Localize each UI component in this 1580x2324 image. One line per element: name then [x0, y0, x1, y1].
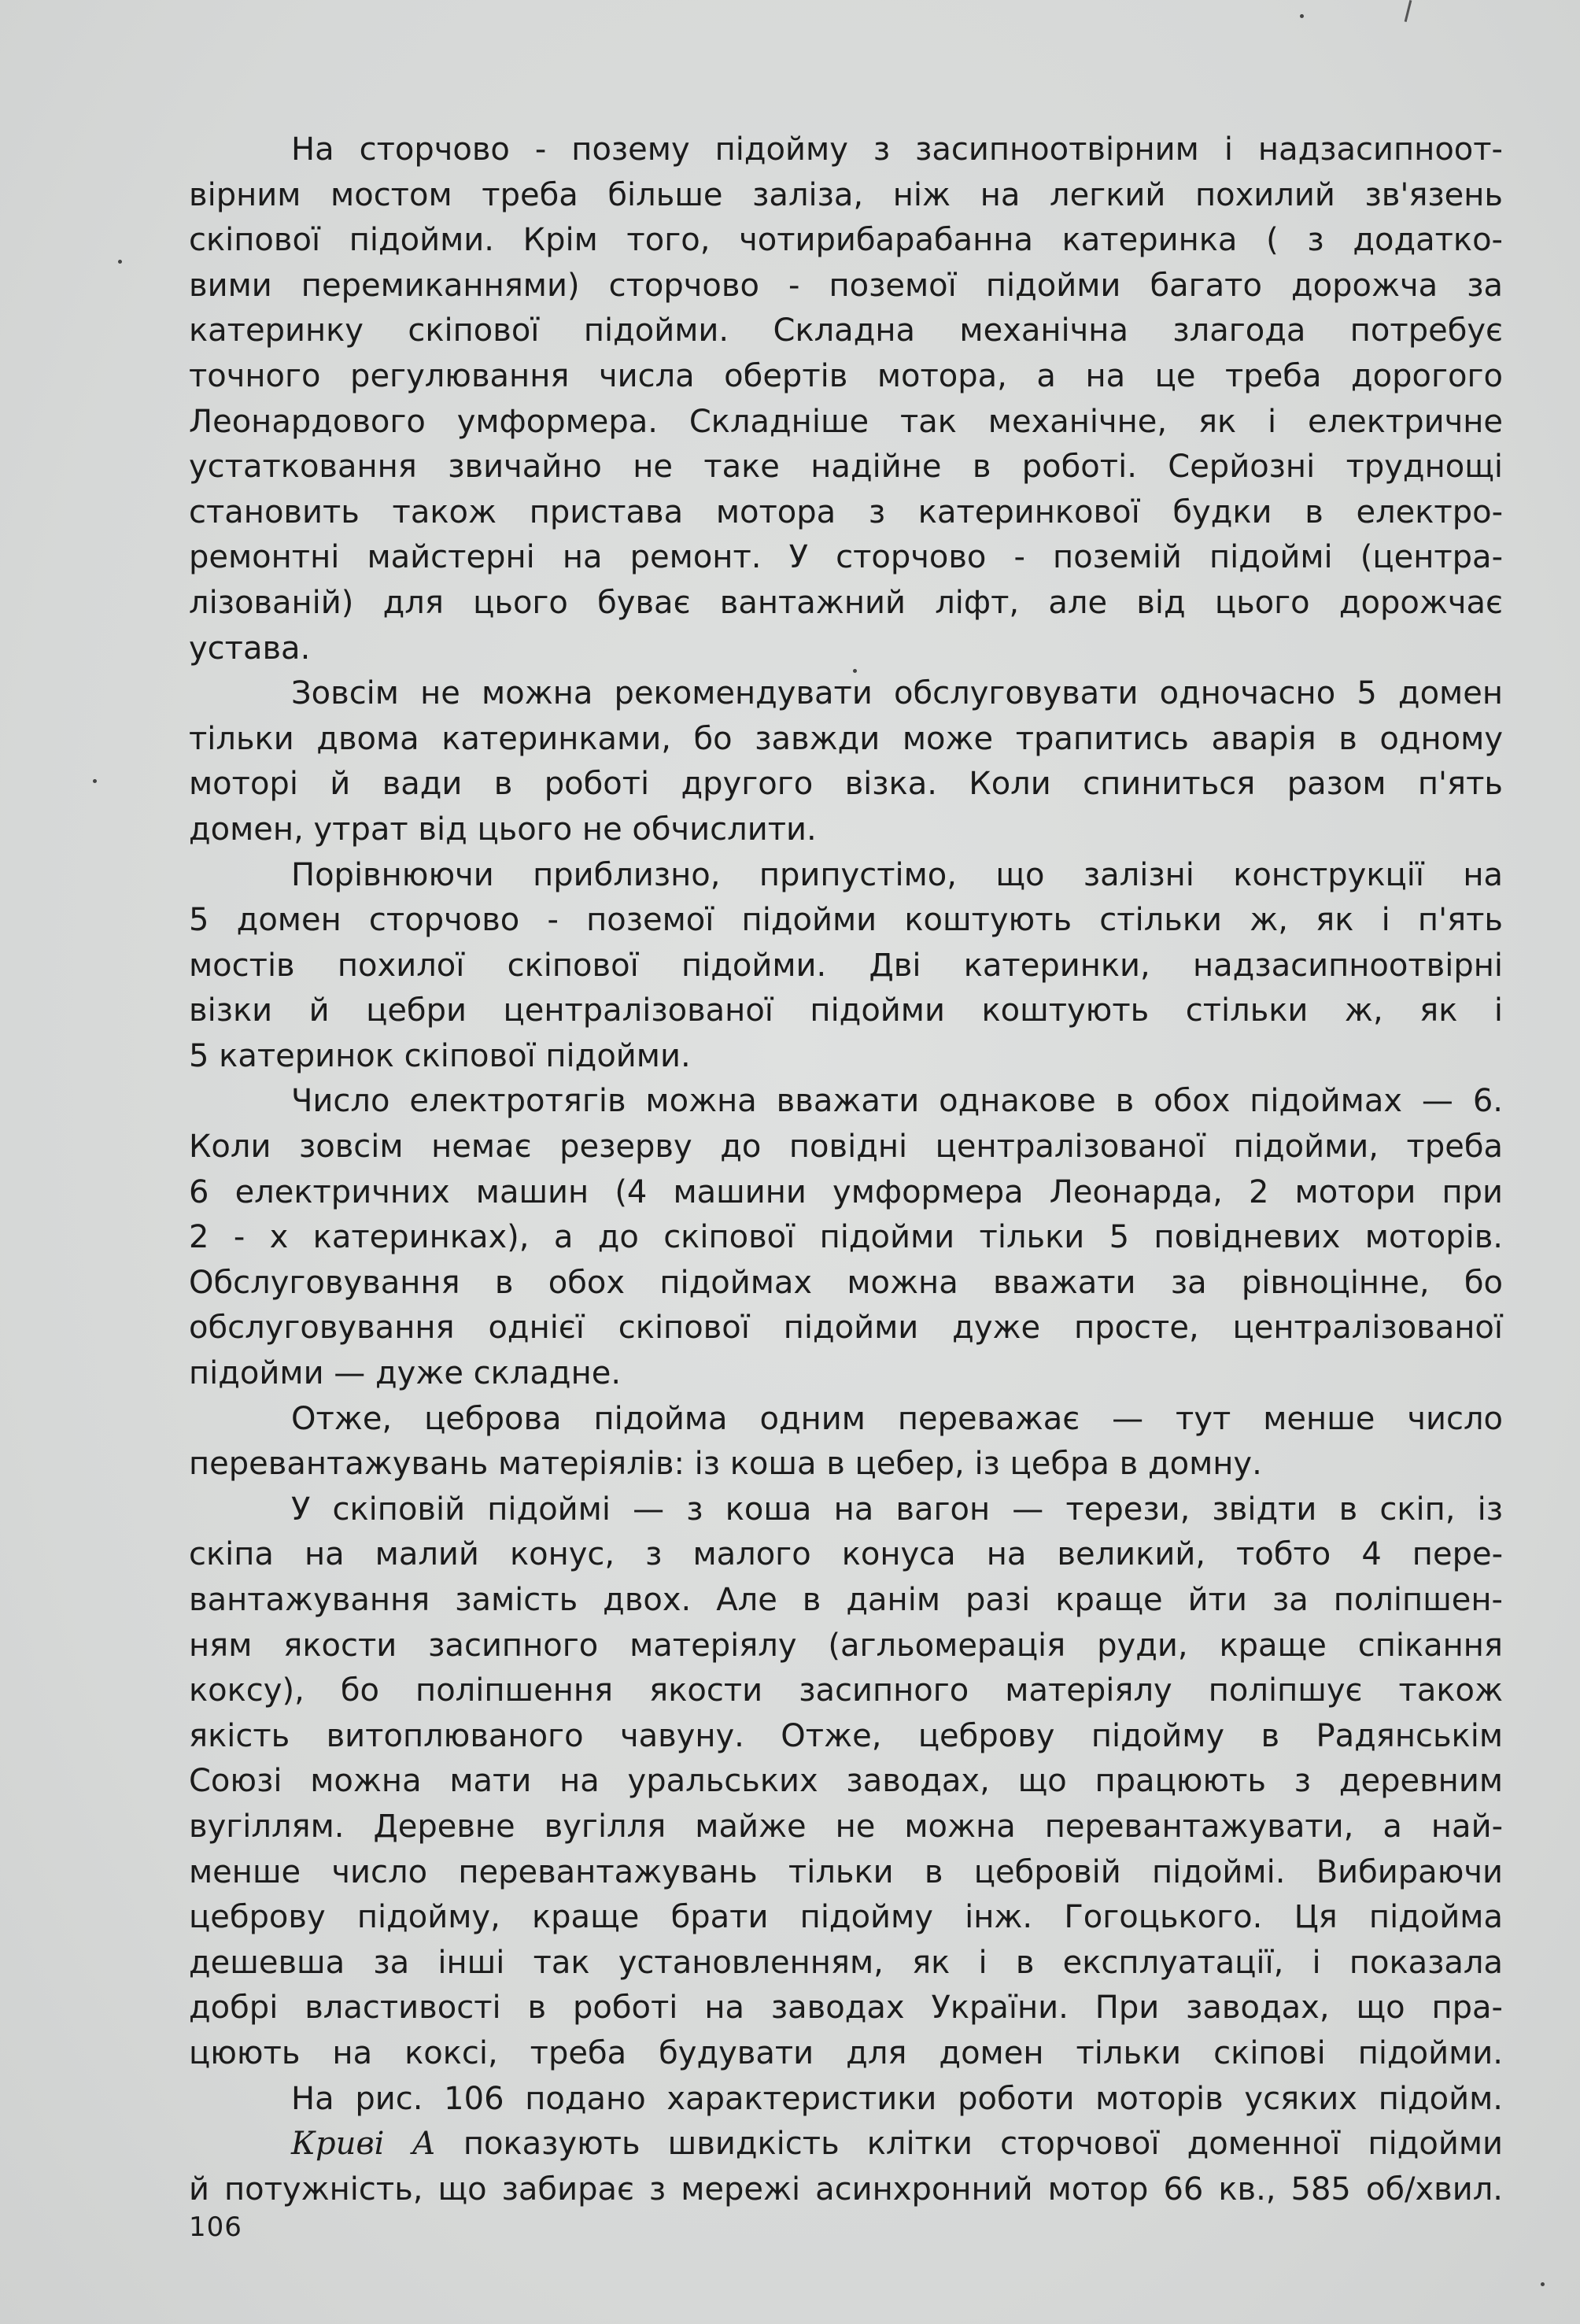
text-line: 5 катеринок скіпової підойми. [189, 1037, 691, 1074]
text-line: дешевша за інші так установленням, як і в експлуатації, і показала [189, 1944, 1503, 1981]
text-line: домен, утрат від цього не обчислити. [189, 811, 817, 848]
text-line: У скіповій підоймі — з коша на вагон — терези, звідти в скіп, із [291, 1491, 1503, 1528]
text-line: менше число перевантажувань тільки в цебровій підоймі. Вибираючи [189, 1853, 1503, 1890]
text-line: Число електротягів можна вважати однакове в обох підоймах — 6. [291, 1083, 1503, 1120]
scan-speck [93, 779, 97, 783]
text-line: добрі властивості в роботі на заводах України. При заводах, що пра- [189, 1990, 1503, 2027]
text-line: лізованій) для цього буває вантажний ліфт, але від цього дорожчає [189, 584, 1503, 621]
text-line: ням якости засипного матеріялу (агльомерація руди, краще спікання [189, 1627, 1503, 1664]
scan-speck [118, 260, 122, 264]
text-line: підойми — дуже складне. [189, 1355, 622, 1392]
text-line: цеброву підойму, краще брати підойму інж. Гогоцького. Ця підойма [189, 1899, 1503, 1936]
text-line: вірним мостом треба більше заліза, ніж на легкий похилий зв'язень [189, 176, 1503, 213]
text-line: мостів похилої скіпової підойми. Дві катеринки, надзасипноотвірні [189, 947, 1503, 984]
text-line: Порівнюючи приблизно, припустімо, що залізні конструкції на [291, 856, 1503, 893]
scan-speck [1541, 2282, 1545, 2286]
text-line: й потужність, що забирає з мережі асинхронний мотор 66 кв., 585 об/хвил. [189, 2171, 1503, 2208]
text-line: моторі й вади в роботі другого візка. Коли спиниться разом п'ять [189, 766, 1503, 803]
text-line: якість витоплюваного чавуну. Отже, цеброву підойму в Радянськім [189, 1717, 1503, 1754]
text-line: становить також пристава мотора з катеринкової будки в електро- [189, 493, 1503, 530]
text-line-rest: показують швидкість клітки сторчової доменної підойми [435, 2126, 1503, 2163]
text-line: Союзі можна мати на уральських заводах, що працюють з деревним [189, 1763, 1503, 1800]
text-line: Отже, цеброва підойма одним переважає — тут менше число [291, 1400, 1503, 1437]
text-line: На сторчово - позему підойму з засипноотвірним і надзасипноот- [291, 131, 1503, 168]
text-line: ремонтні майстерні на ремонт. У сторчово - поземій підоймі (центра- [189, 539, 1503, 576]
text-line: Обслуговування в обох підоймах можна вважати за рівноцінне, бо [189, 1264, 1503, 1301]
text-line: Коли зовсім немає резерву до повідні централізованої підойми, треба [189, 1129, 1503, 1166]
scan-speck [1300, 14, 1304, 18]
text-line: устатковання звичайно не таке надійне в роботі. Серйозні труднощі [189, 449, 1503, 486]
text-line: катеринку скіпової підойми. Складна механічна злагода потребує [189, 312, 1503, 349]
text-line: перевантажувань матеріялів: із коша в цебер, із цебра в домну. [189, 1446, 1262, 1483]
italic-term: Криві А [291, 2126, 436, 2163]
text-line: візки й цебри централізованої підойми коштують стільки ж, як і [189, 992, 1503, 1029]
page-number: 106 [189, 2211, 242, 2243]
text-line: цюють на коксі, треба будувати для домен тільки скіпові підойми. [189, 2034, 1503, 2071]
text-line: 6 електричних машин (4 машини умформера Леонарда, 2 мотори при [189, 1173, 1503, 1210]
text-line: вантажування замість двох. Але в данім разі краще йти за поліпшен- [189, 1582, 1503, 1618]
text-line: Зовсім не можна рекомендувати обслуговувати одночасно 5 домен [291, 675, 1503, 712]
text-line: вугіллям. Деревне вугілля майже не можна перевантажувати, а най- [189, 1808, 1503, 1845]
text-line: скіпової підойми. Крім того, чотирибарабанна катеринка ( з додатко- [189, 222, 1503, 259]
text-line: 5 домен сторчово - поземої підойми коштують стільки ж, як і п'ять [189, 902, 1503, 939]
scan-speck [853, 669, 857, 673]
text-line: устава. [189, 630, 311, 667]
text-line [189, 2122, 1503, 2167]
body-text [189, 127, 1503, 2212]
text-line: обслуговування однієї скіпової підойми дуже просте, централізованої [189, 1310, 1503, 1347]
text-line: Леонардового умформера. Складніше так механічне, як і електричне [189, 403, 1503, 440]
text-line: тільки двома катеринками, бо завжди може трапитись аварія в одному [189, 720, 1503, 757]
text-line: коксу), бо поліпшення якости засипного матеріялу поліпшує також [189, 1672, 1503, 1709]
scan-mark [1405, 0, 1412, 22]
text-line: точного регулювання числа обертів мотора, а на це треба дорогого [189, 357, 1503, 394]
text-line: скіпа на малий конус, з малого конуса на великий, тобто 4 пере- [189, 1536, 1503, 1573]
text-line: На рис. 106 подано характеристики роботи моторів усяких підойм. [291, 2080, 1503, 2117]
text-line: вими перемиканнями) сторчово - поземої підойми багато дорожча за [189, 267, 1503, 304]
text-line: 2 - х катеринках), а до скіпової підойми тільки 5 повідневих моторів. [189, 1219, 1503, 1256]
